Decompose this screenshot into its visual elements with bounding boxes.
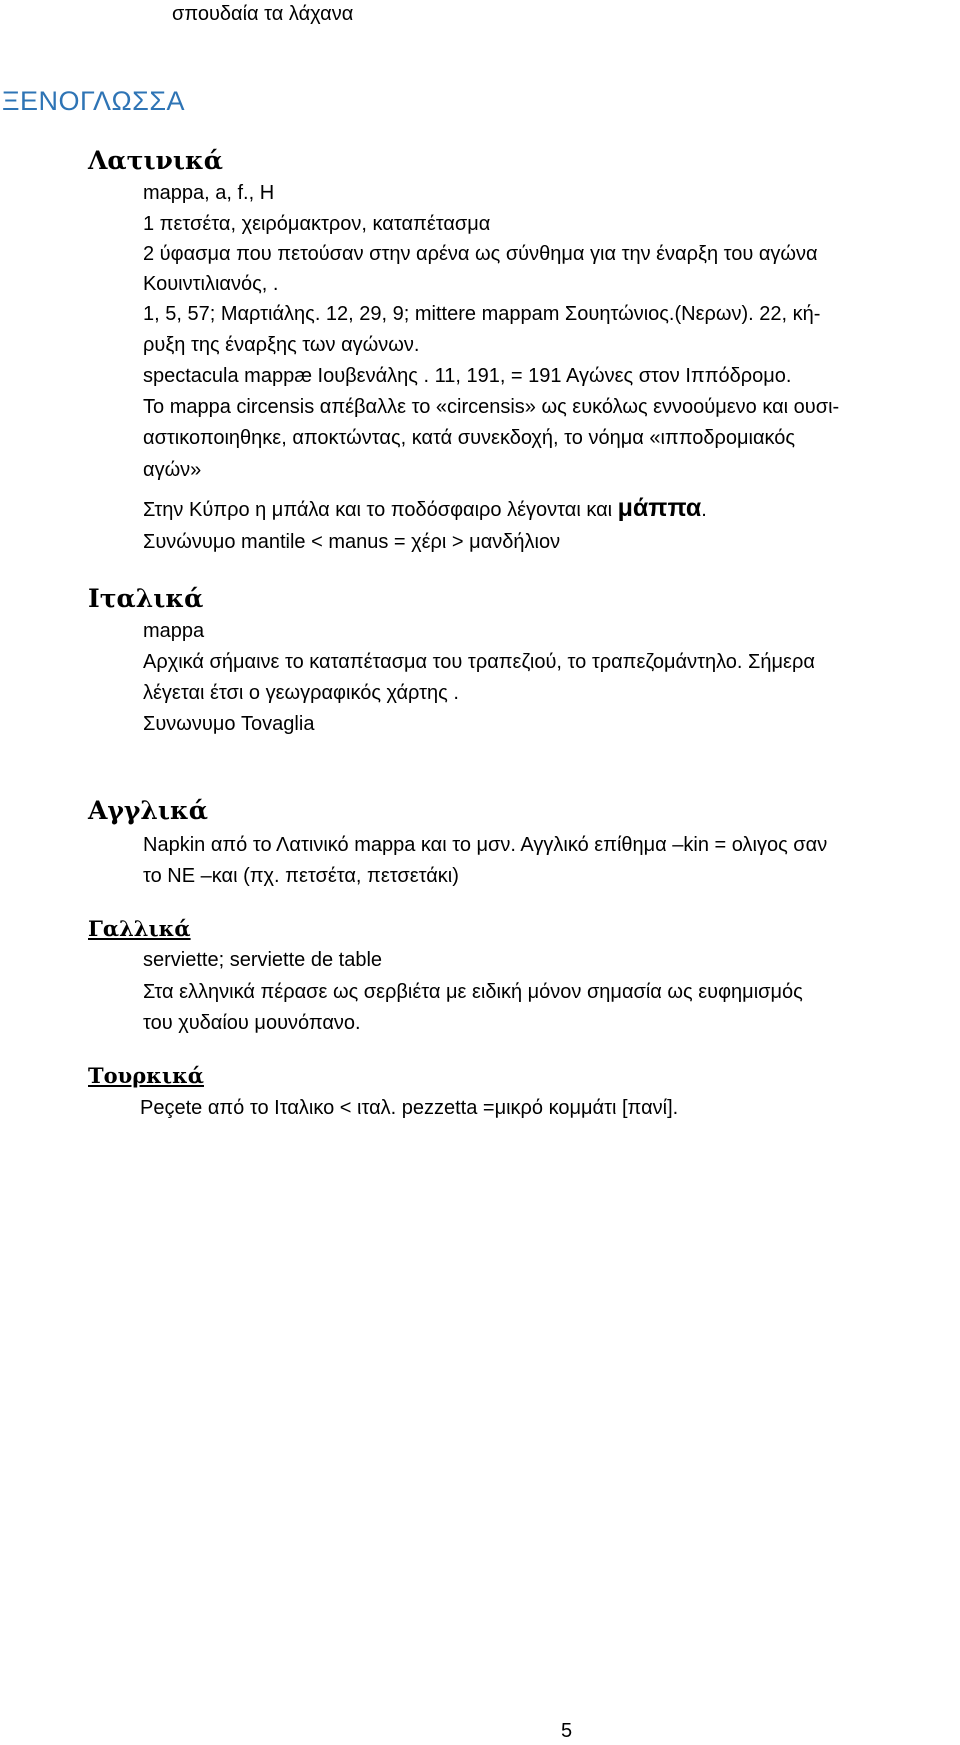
section-title: ΞΕΝΟΓΛΩΣΣΑ xyxy=(2,86,186,116)
heading-turkish: Τουρκικά xyxy=(88,1063,204,1088)
italian-line-1: mappa xyxy=(143,620,205,642)
latin-line-4: Κουιντιλιανός, . xyxy=(143,273,279,295)
french-line-2: Στα ελληνικά πέρασε ως σερβιέτα με ειδική μόνον σημασία ως ευφημισμός xyxy=(143,981,803,1003)
french-line-1: serviette; serviette de table xyxy=(143,949,383,971)
english-line-2: το ΝΕ –και (πχ. πετσέτα, πετσετάκι) xyxy=(143,865,459,887)
cyprus-end: . xyxy=(701,499,707,521)
latin-synonym: Συνώνυμο mantile < manus = χέρι > μανδήλιον xyxy=(143,531,561,553)
french-line-3: του χυδαίου μουνόπανο. xyxy=(143,1012,361,1034)
latin-line-10: αγών» xyxy=(143,459,202,481)
cyprus-text: Στην Κύπρο η μπάλα και το ποδόσφαιρο λέγονται και xyxy=(143,499,618,521)
latin-line-8: Το mappa circensis απέβαλλε το «circensis» ως ευκόλως εννοούμενο και ουσι- xyxy=(143,396,840,418)
latin-cyprus-line xyxy=(143,496,707,522)
heading-french: Γαλλικά xyxy=(88,916,191,941)
top-line: σπουδαία τα λάχανα xyxy=(172,3,354,25)
latin-line-3: 2 ύφασμα που πετούσαν στην αρένα ως σύνθημα για την έναρξη του αγώνα xyxy=(143,243,818,265)
latin-line-5: 1, 5, 57; Μαρτιάλης. 12, 29, 9; mittere mappam Σουητώνιος.(Νερων). 22, κή- xyxy=(143,303,821,325)
turkish-line-1: Peçete από το Ιταλικο < ιταλ. pezzetta =μικρό κομμάτι [πανί]. xyxy=(140,1097,679,1119)
italian-line-2: Αρχικά σήμαινε το καταπέτασμα του τραπεζιού, το τραπεζομάντηλο. Σήμερα xyxy=(143,651,815,673)
heading-english: Αγγλικά xyxy=(88,796,209,825)
latin-line-2: 1 πετσέτα, χειρόμακτρον, καταπέτασμα xyxy=(143,213,491,235)
english-line-1: Napkin από το Λατινικό mappa και το μσν. Αγγλικό επίθημα –kin = ολιγος σαν xyxy=(143,834,828,856)
latin-line-7: spectacula mappæ Ιουβενάλης . 11, 191, = 191 Αγώνες στον Ιππόδρομο. xyxy=(143,365,792,387)
latin-line-6: ρυξη της έναρξης των αγώνων. xyxy=(143,334,420,356)
cyprus-word-mappa: μάππα xyxy=(617,494,702,522)
italian-line-4: Συνωνυμο Tovaglia xyxy=(143,713,315,735)
latin-line-9: αστικοποιηθηκε, αποκτώντας, κατά συνεκδοχή, το νόημα «ιπποδρομιακός xyxy=(143,427,796,449)
heading-italian: Ιταλικά xyxy=(88,584,204,613)
page-number: 5 xyxy=(561,1720,573,1742)
italian-line-3: λέγεται έτσι ο γεωγραφικός χάρτης . xyxy=(143,682,459,704)
heading-latin: Λατινικά xyxy=(88,146,223,175)
latin-line-1: mappa, a, f., H xyxy=(143,182,275,204)
